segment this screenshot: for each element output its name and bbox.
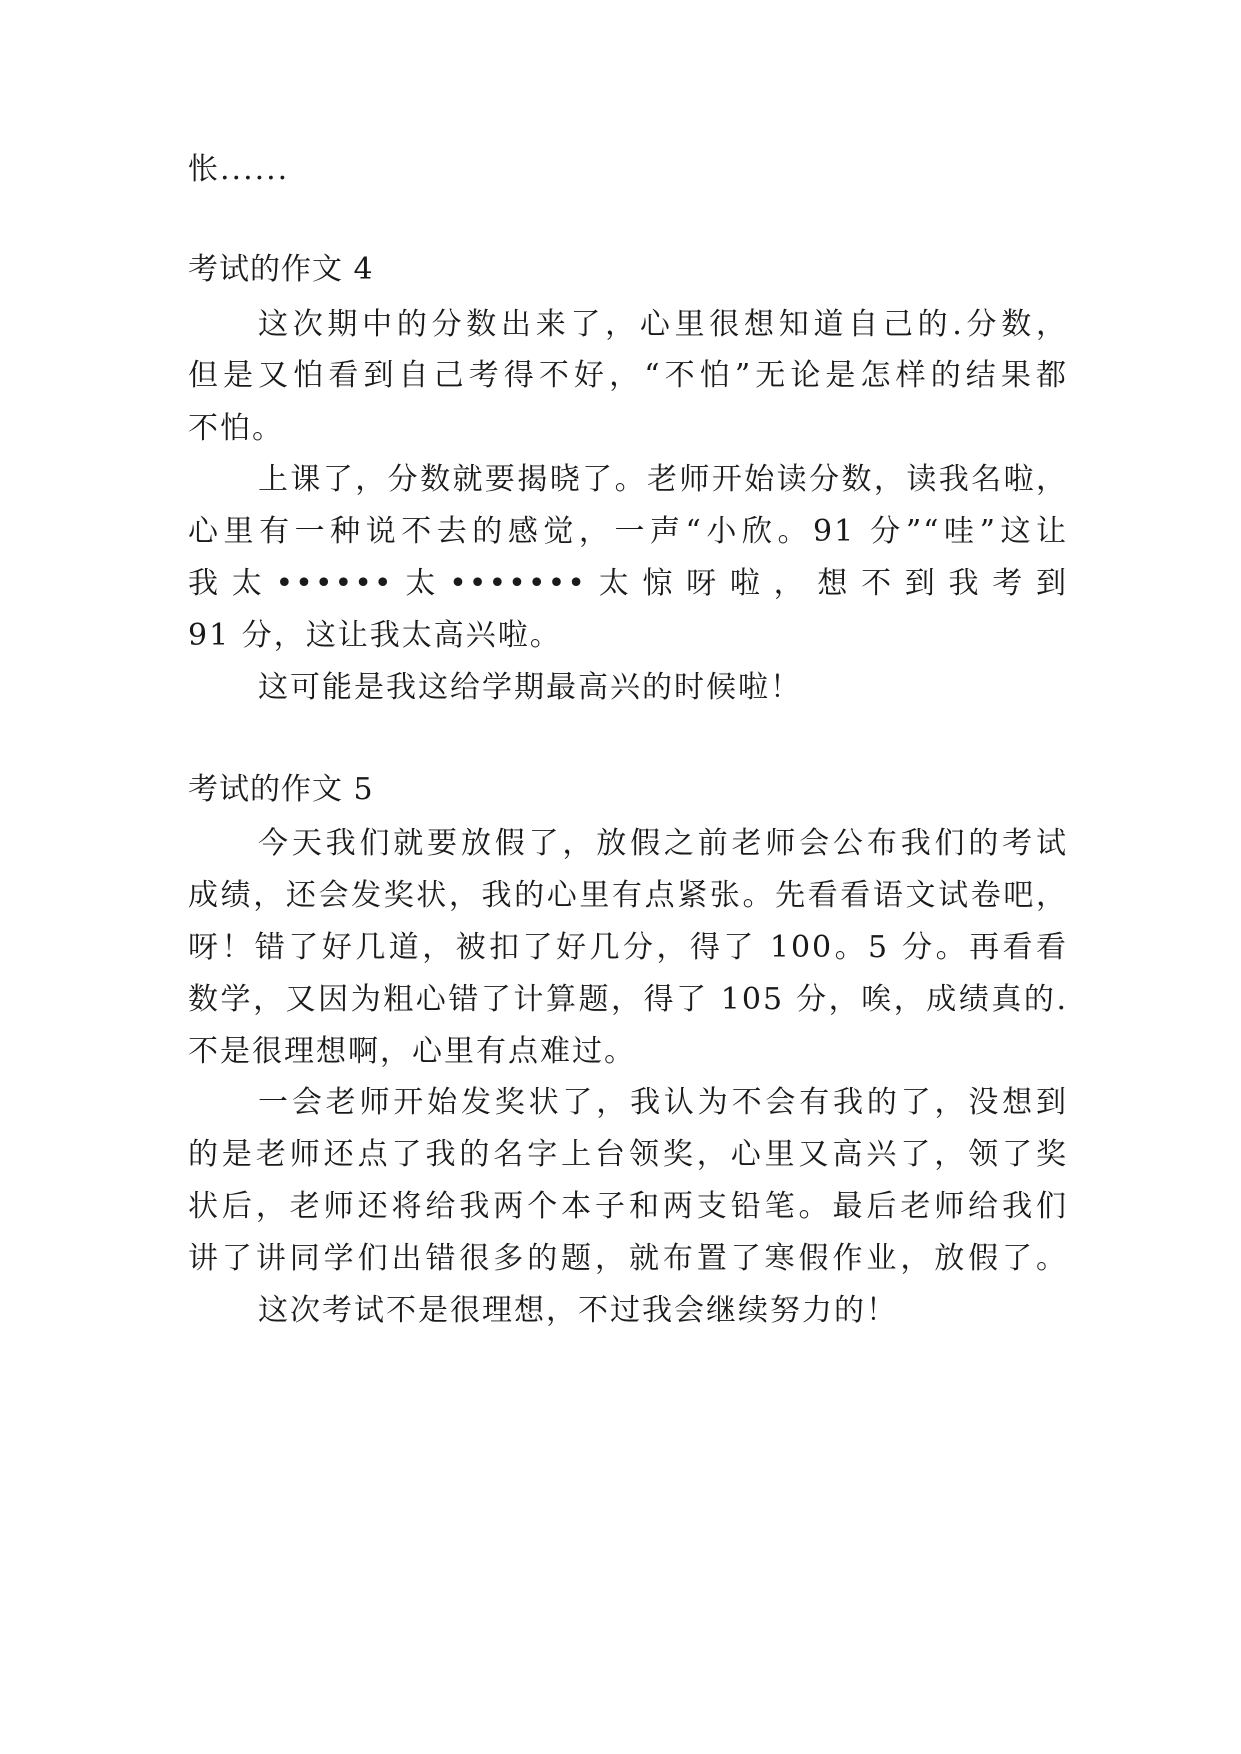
essay-5-line: 呀！错了好几道，被扣了好几分，得了 100。5 分。再看看: [188, 930, 1068, 965]
continued-fragment: 怅......: [188, 152, 290, 187]
essay-4-line: 我太••••••太•••••••太惊呀啦，想不到我考到: [188, 566, 1068, 601]
essay-5-line: 的是老师还点了我的名字上台领奖，心里又高兴了，领了奖: [188, 1137, 1068, 1172]
essay-5-line: 讲了讲同学们出错很多的题，就布置了寒假作业，放假了。: [188, 1241, 1068, 1276]
essay-5-title: 考试的作文 5: [188, 772, 374, 807]
essay-4-line: 这次期中的分数出来了，心里很想知道自己的.分数，: [258, 307, 1068, 342]
essay-5-line: 数学，又因为粗心错了计算题，得了 105 分，唉，成绩真的.: [188, 982, 1068, 1017]
essay-5-line: 成绩，还会发奖状，我的心里有点紧张。先看看语文试卷吧，: [188, 878, 1068, 913]
essay-5-line: 今天我们就要放假了，放假之前老师会公布我们的考试: [258, 826, 1068, 861]
essay-4-line: 心里有一种说不去的感觉，一声“小欣。91 分”“哇”这让: [188, 514, 1068, 549]
essay-4-line: 91 分，这让我太高兴啦。: [188, 618, 562, 653]
essay-4-line: 上课了，分数就要揭晓了。老师开始读分数，读我名啦，: [258, 462, 1068, 497]
essay-5-line: 这次考试不是很理想，不过我会继续努力的！: [258, 1293, 898, 1328]
essay-5-line: 状后，老师还将给我两个本子和两支铅笔。最后老师给我们: [188, 1189, 1068, 1224]
essay-4-line: 但是又怕看到自己考得不好，“不怕”无论是怎样的结果都: [188, 358, 1068, 393]
essay-5-line: 一会老师开始发奖状了，我认为不会有我的了，没想到: [258, 1085, 1068, 1120]
essay-4-line: 不怕。: [188, 411, 284, 446]
essay-4-title: 考试的作文 4: [188, 252, 374, 287]
essay-5-line: 不是很理想啊，心里有点难过。: [188, 1034, 636, 1069]
essay-4-line: 这可能是我这给学期最高兴的时候啦！: [258, 670, 802, 705]
